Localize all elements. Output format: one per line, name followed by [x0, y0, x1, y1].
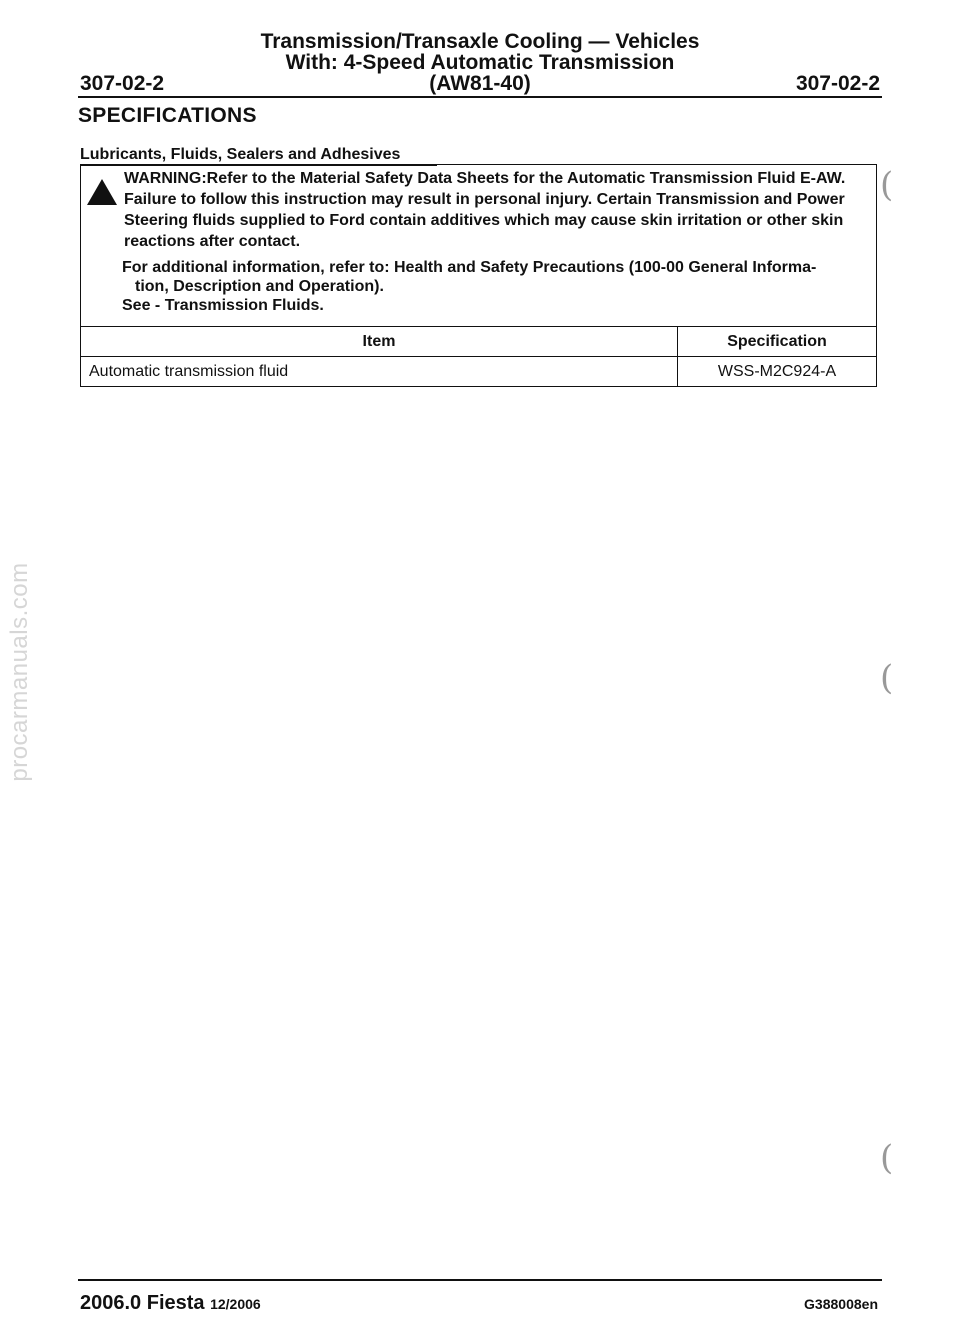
info-block — [122, 258, 880, 315]
footer-rule — [78, 1279, 882, 1281]
info-line-1: For additional information, refer to: Health and Safety Precautions (100-00 General Informa- — [122, 259, 817, 276]
header-title-line2: With: 4-Speed Automatic Transmission — [285, 51, 675, 74]
cell-item: Automatic transmission fluid — [81, 357, 678, 387]
header-rule — [78, 96, 882, 98]
warning-text: WARNING:Refer to the Material Safety Data Sheets for the Automatic Transmission Fluid E-AW. Failure to follow this instruction may result in personal injury. Certain Transmission and Power Steering fluids supplied to Ford contain additives which may cause skin irritation or other skin reactions after contact. — [124, 170, 846, 250]
subsection-title: Lubricants, Fluids, Sealers and Adhesives — [80, 146, 401, 163]
header-item: Item — [81, 327, 678, 357]
spec-table — [80, 326, 877, 387]
info-line-3: See - Transmission Fluids. — [122, 297, 324, 314]
margin-mark-1: ( — [880, 165, 894, 205]
footer-model — [80, 1292, 261, 1315]
table-header-row — [81, 327, 877, 357]
margin-mark-2: ( — [880, 658, 894, 698]
footer-model-name: 2006.0 Fiesta — [80, 1292, 205, 1314]
info-line-2: tion, Description and Operation). — [135, 278, 384, 295]
cell-specification: WSS-M2C924-A — [678, 357, 877, 387]
watermark: procarmanuals.com — [6, 562, 33, 782]
page-number-right: 307-02-2 — [795, 72, 880, 95]
footer-date: 12/2006 — [210, 1296, 261, 1312]
margin-mark-3: ( — [880, 1138, 894, 1178]
warning-triangle-icon — [85, 177, 119, 207]
section-title: SPECIFICATIONS — [78, 104, 257, 127]
header-title-line3: (AW81-40) — [429, 72, 531, 95]
page-number-left: 307-02-2 — [80, 72, 165, 95]
header-title-line1: Transmission/Transaxle Cooling — Vehicles — [260, 30, 700, 53]
table-row — [81, 357, 877, 387]
footer-code: G388008en — [804, 1296, 878, 1312]
header-specification: Specification — [678, 327, 877, 357]
